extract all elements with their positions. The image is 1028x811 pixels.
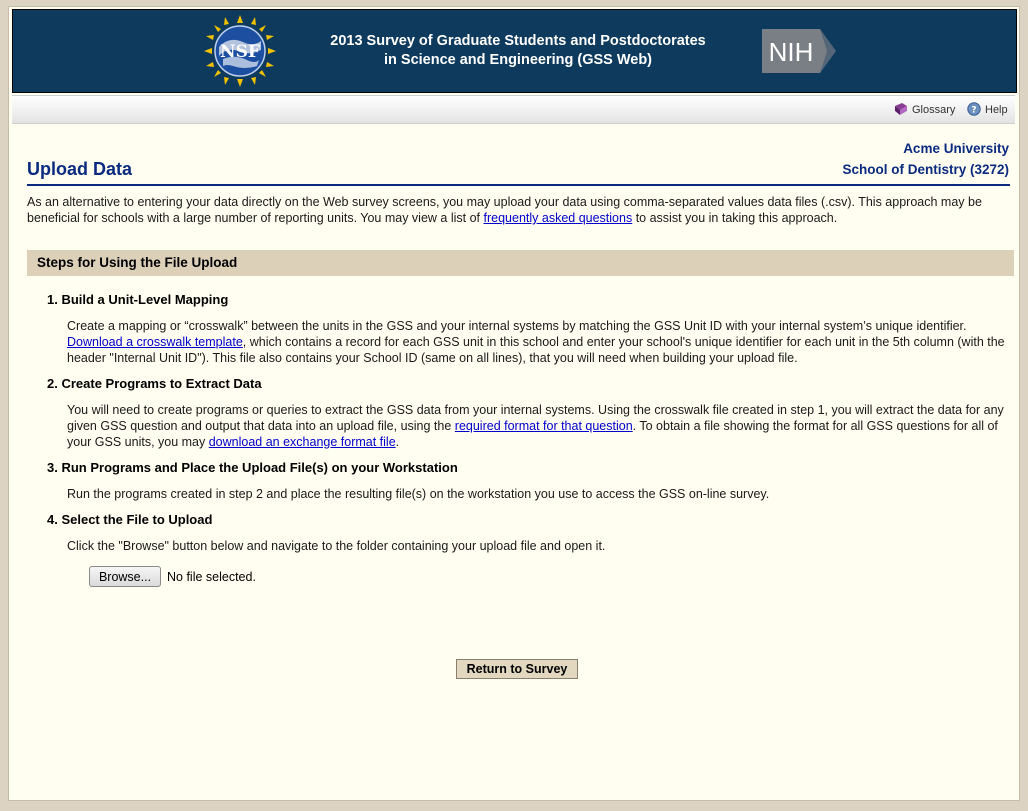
- glossary-link[interactable]: [893, 102, 955, 116]
- survey-title-line1: 2013 Survey of Graduate Students and Postdoctorates: [330, 33, 706, 49]
- intro-paragraph: [27, 194, 1010, 226]
- step-2-text-end: .: [395, 435, 400, 449]
- return-to-survey-button[interactable]: Return to Survey: [456, 659, 578, 679]
- book-icon: [893, 102, 908, 116]
- step-2-text-middle: . To obtain a file showing the format for all GSS questions for all of your GSS units, you may: [67, 419, 998, 449]
- step-2-title: 2. Create Programs to Extract Data: [47, 376, 262, 391]
- step-4-title: 4. Select the File to Upload: [47, 512, 213, 527]
- faq-link[interactable]: frequently asked questions: [483, 211, 633, 225]
- nih-logo: [760, 27, 838, 75]
- nih-logo-text: NIH: [768, 37, 814, 67]
- step-2-text: [67, 402, 1005, 450]
- help-label: Help: [985, 104, 1008, 116]
- survey-title: [303, 32, 733, 70]
- step-2-text-start: You will need to create programs or queries to extract the GSS data from your internal systems. Using the crosswalk file created in step 1, you will extract the data for any given GSS question and output that data into an upload file, using the: [67, 403, 1004, 433]
- browse-button[interactable]: Browse...: [89, 566, 161, 587]
- school-unit: School of Dentistry (3272): [842, 162, 1009, 177]
- step-3-title: 3. Run Programs and Place the Upload File(s) on your Workstation: [47, 460, 458, 475]
- crosswalk-template-link[interactable]: Download a crosswalk template: [67, 335, 243, 349]
- glossary-label: Glossary: [912, 104, 956, 116]
- svg-text:?: ?: [971, 105, 977, 116]
- nsf-logo-text: NSF: [220, 42, 260, 62]
- required-format-link[interactable]: required format for that question: [454, 419, 633, 433]
- header-banner: [12, 9, 1017, 93]
- step-3-text: Run the programs created in step 2 and place the resulting file(s) on the workstation you use to access the GSS on-line survey.: [67, 487, 770, 501]
- steps-section-header: Steps for Using the File Upload: [27, 250, 1014, 276]
- step-1-text: [67, 318, 1005, 366]
- intro-text: As an alternative to entering your data directly on the Web survey screens, you may upload your data using comma-separated values data files (.csv). This approach may be beneficial for schools with a large number of reporting units. You may view a list of: [27, 195, 982, 225]
- step-1-title: 1. Build a Unit-Level Mapping: [47, 292, 229, 307]
- page-frame: [8, 6, 1020, 801]
- school-name: Acme University: [903, 141, 1009, 156]
- step-1-text-start: Create a mapping or “crosswalk” between the units in the GSS and your internal systems by matching the GSS Unit ID with your internal system’s unique identifier.: [67, 319, 967, 333]
- survey-title-line2: in Science and Engineering (GSS Web): [383, 52, 653, 68]
- help-link[interactable]: [967, 102, 1008, 116]
- step-4-text: Click the "Browse" button below and navigate to the folder containing your upload file and open it.: [67, 539, 606, 553]
- step-1-text-end: , which contains a record for each GSS unit in this school and enter your school's unique identifier for each unit in the 5th column (with the header "Internal Unit ID"). This file also contains your School ID (same on all lines), that you will need when building your upload file.: [67, 335, 1005, 365]
- toolbar: [12, 95, 1015, 124]
- title-divider: [27, 184, 1010, 186]
- file-status: No file selected.: [167, 570, 256, 584]
- help-icon: [967, 102, 981, 116]
- nsf-logo: [203, 14, 277, 88]
- exchange-format-link[interactable]: download an exchange format file: [208, 435, 396, 449]
- page-title: Upload Data: [27, 159, 133, 179]
- intro-text-end: to assist you in taking this approach.: [632, 211, 838, 225]
